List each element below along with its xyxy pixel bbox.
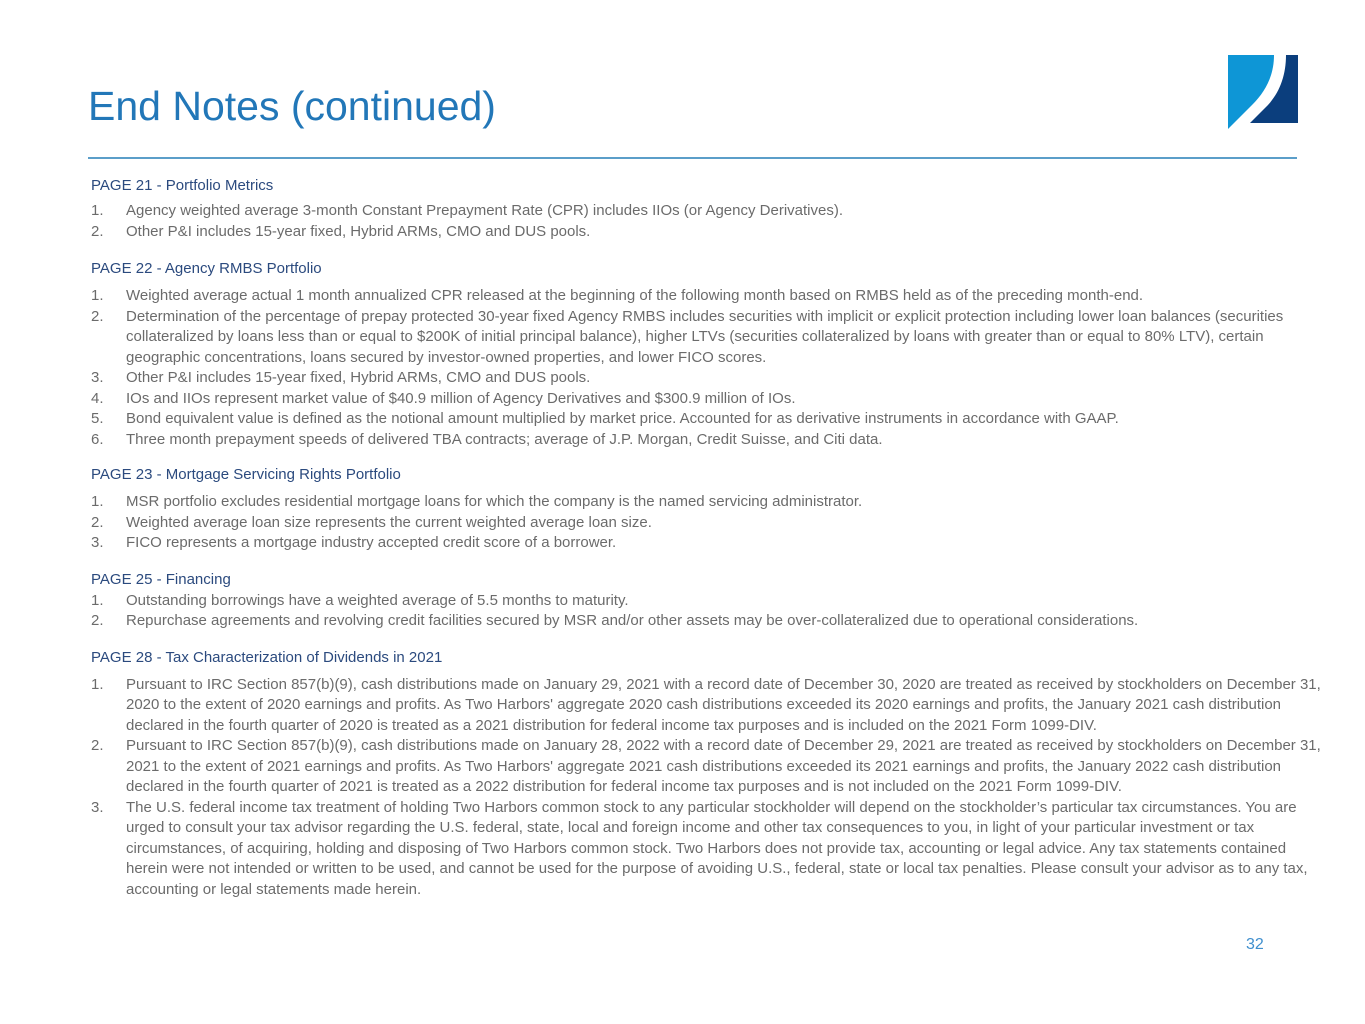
notes-list	[91, 286, 1331, 450]
section-page-28	[91, 648, 1331, 901]
note-text: MSR portfolio excludes residential mortgage loans for which the company is the named servicing administrator.	[126, 493, 863, 510]
note-text: Outstanding borrowings have a weighted average of 5.5 months to maturity.	[126, 591, 629, 609]
note-item	[91, 389, 1331, 410]
note-text: IOs and IIOs represent market value of $40.9 million of Agency Derivatives and $300.9 million of IOs.	[126, 389, 796, 407]
note-number: 2.	[91, 222, 104, 240]
section-heading: PAGE 23 - Mortgage Servicing Rights Portfolio	[91, 466, 401, 483]
page-number: 32	[1246, 936, 1264, 953]
note-item	[91, 736, 1331, 798]
note-number: 1.	[91, 287, 104, 304]
note-number: 3.	[91, 369, 104, 386]
note-item	[91, 307, 1331, 369]
note-text: Agency weighted average 3-month Constant Prepayment Rate (CPR) includes IIOs (or Agency Derivatives).	[126, 202, 843, 219]
note-text: Pursuant to IRC Section 857(b)(9), cash distributions made on January 29, 2021 with a record date of December 30, 2020 are treated as received by stockholders on December 31, 2020 to the extent of 2020 earnings and profits. As Two Harbors' aggregate 2020 cash distributions exceeded its 2020 earnings and profits, the January 2021 cash distribution declared in the fourth quarter of 2020 is treated as a 2021 distribution for federal income tax purposes and is included on the 2021 Form 1099-DIV.	[126, 675, 1321, 734]
note-number: 6.	[91, 430, 104, 448]
note-number: 2.	[91, 737, 104, 754]
section-heading: PAGE 25 - Financing	[91, 570, 231, 588]
end-notes-content	[91, 176, 1331, 900]
note-text: FICO represents a mortgage industry accepted credit score of a borrower.	[126, 534, 617, 551]
note-number: 2.	[91, 513, 104, 531]
title-divider	[88, 157, 1297, 159]
note-number: 1.	[91, 675, 104, 693]
note-text: Three month prepayment speeds of delivered TBA contracts; average of J.P. Morgan, Credit Suisse, and Citi data.	[126, 430, 883, 448]
note-text: Bond equivalent value is defined as the notional amount multiplied by market price. Accounted for as derivative instruments in accordance with GAAP.	[126, 410, 1119, 427]
section-heading: PAGE 22 - Agency RMBS Portfolio	[91, 260, 322, 277]
note-number: 1.	[91, 591, 104, 609]
note-item	[91, 409, 1331, 430]
note-text: Weighted average loan size represents the current weighted average loan size.	[126, 513, 652, 531]
note-item	[91, 798, 1331, 901]
note-item	[91, 591, 1331, 612]
notes-list	[91, 201, 1331, 242]
notes-list	[91, 591, 1331, 632]
section-page-22	[91, 259, 1331, 450]
note-item	[91, 533, 1331, 554]
note-number: 1.	[91, 493, 104, 510]
section-heading: PAGE 21 - Portfolio Metrics	[91, 177, 274, 194]
note-number: 1.	[91, 202, 104, 219]
note-item	[91, 430, 1331, 451]
note-text: Pursuant to IRC Section 857(b)(9), cash distributions made on January 28, 2022 with a record date of December 29, 2021 are treated as received by stockholders on December 31, 2021 to the extent of 2021 earnings and profits. As Two Harbors' aggregate 2021 cash distributions exceeded its 2021 earnings and profits, the January 2022 cash distribution declared in the fourth quarter of 2021 is treated as a 2022 distribution for federal income tax purposes and is not included on the 2021 Form 1099-DIV.	[126, 737, 1321, 795]
note-number: 4.	[91, 389, 104, 407]
note-text: Weighted average actual 1 month annualized CPR released at the beginning of the following month based on RMBS held as of the preceding month-end.	[126, 287, 1144, 304]
note-item	[91, 222, 1331, 243]
note-number: 3.	[91, 798, 104, 816]
company-logo	[1228, 55, 1298, 129]
note-text: Other P&I includes 15-year fixed, Hybrid ARMs, CMO and DUS pools.	[126, 369, 591, 386]
note-item	[91, 675, 1331, 737]
note-text: The U.S. federal income tax treatment of holding Two Harbors common stock to any particular stockholder will depend on the stockholder’s particular tax circumstances. You are urged to consult your tax advisor regarding the U.S. federal, state, local and foreign income and other tax consequences to you, in light of your particular investment or tax circumstances, of acquiring, holding and disposing of Two Harbors common stock. Two Harbors does not provide tax, accounting or legal advice. Any tax statements contained herein were not intended or written to be used, and cannot be used for the purpose of avoiding U.S., federal, state or local tax penalties. Please consult your advisor as to any tax, accounting or legal statements made herein.	[126, 798, 1308, 898]
note-item	[91, 611, 1331, 632]
section-page-21	[91, 176, 1331, 242]
section-heading: PAGE 28 - Tax Characterization of Dividends in 2021	[91, 648, 443, 666]
note-number: 3.	[91, 534, 104, 551]
page-title: End Notes (continued)	[88, 83, 496, 129]
notes-list	[91, 492, 1331, 554]
section-page-25	[91, 570, 1331, 632]
note-text: Other P&I includes 15-year fixed, Hybrid ARMs, CMO and DUS pools.	[126, 222, 591, 240]
note-item	[91, 513, 1331, 534]
notes-list	[91, 675, 1331, 901]
note-number: 5.	[91, 410, 104, 427]
two-harbors-logo-icon	[1228, 55, 1298, 129]
note-item	[91, 286, 1331, 307]
note-number: 2.	[91, 612, 104, 629]
note-number: 2.	[91, 307, 104, 325]
section-page-23	[91, 465, 1331, 554]
note-item	[91, 201, 1331, 222]
note-text: Repurchase agreements and revolving credit facilities secured by MSR and/or other assets may be over-collateralized due to operational considerations.	[126, 612, 1139, 629]
note-item	[91, 368, 1331, 389]
note-text: Determination of the percentage of prepay protected 30-year fixed Agency RMBS includes securities with implicit or explicit protection including lower loan balances (securities collateralized by loans less than or equal to $200K of initial principal balance), higher LTVs (securities collateralized by loans with greater than or equal to 80% LTV), certain geographic concentrations, loans secured by investor-owned properties, and lower FICO scores.	[126, 307, 1284, 366]
note-item	[91, 492, 1331, 513]
